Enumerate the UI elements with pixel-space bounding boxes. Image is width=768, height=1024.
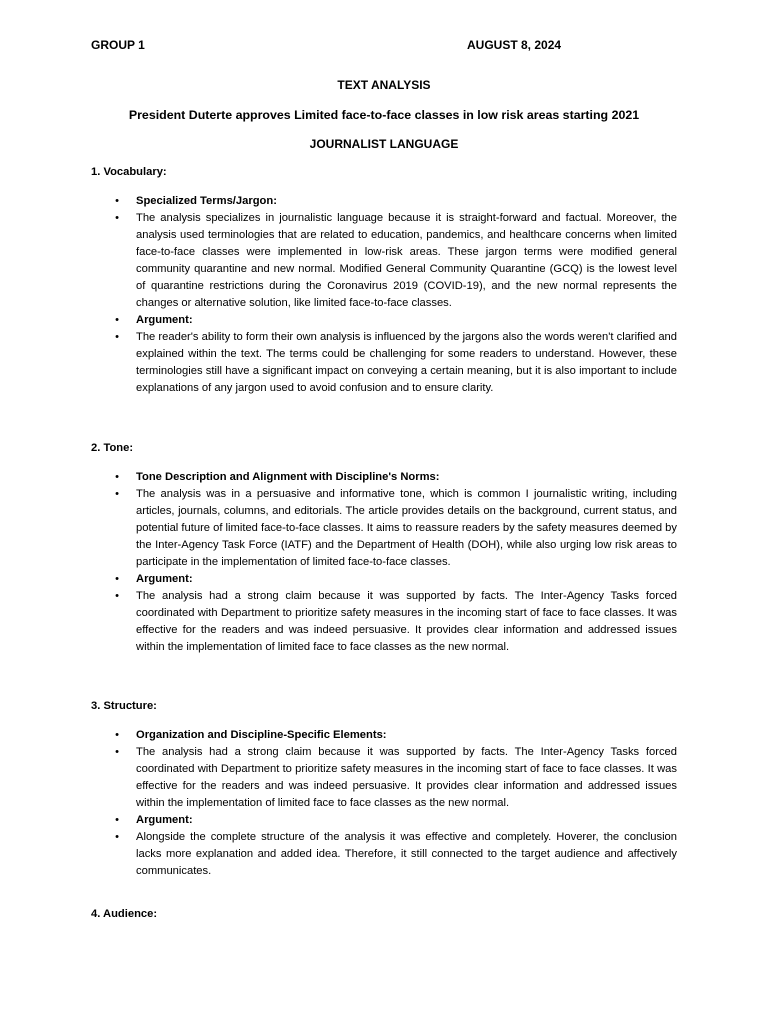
item-text: Alongside the complete structure of the analysis it was effective and completely. Hoverer, the conclusion lacks more explanation and added idea. Therefore, it still connected to the target audience and affectively communicates. bbox=[136, 831, 677, 877]
section-heading-structure: 3. Structure: bbox=[91, 700, 157, 712]
vocabulary-list bbox=[112, 193, 677, 397]
list-item bbox=[112, 588, 677, 656]
item-text: The analysis had a strong claim because it was supported by facts. The Inter-Agency Tasks forced coordinated with Department to prioritize safety measures in the incoming start of face to face classes. It was effective for the readers and was indeed persuasive. It provides clear information and addressed issues within the implementation of limited face to face classes as the new normal. bbox=[136, 746, 677, 809]
bullet-icon: • bbox=[115, 314, 119, 326]
item-text: The reader's ability to form their own analysis is influenced by the jargons also the words weren't clarified and explained within the text. The terms could be challenging for some readers to understand. However, these terminologies still have a significant impact on conveying a certain meaning, but it is also important to include explanations of any jargon used to avoid confusion and to ensure clarity. bbox=[136, 331, 677, 394]
list-item bbox=[112, 727, 677, 744]
document-title: TEXT ANALYSIS bbox=[337, 78, 431, 92]
date-label: AUGUST 8, 2024 bbox=[467, 38, 562, 52]
bullet-icon: • bbox=[115, 814, 119, 826]
bullet-icon: • bbox=[115, 590, 119, 602]
list-item bbox=[112, 829, 677, 880]
list-item bbox=[112, 329, 677, 397]
list-item bbox=[112, 486, 677, 571]
bullet-icon: • bbox=[115, 746, 119, 758]
list-item bbox=[112, 571, 677, 588]
bullet-icon: • bbox=[115, 212, 119, 224]
tone-list bbox=[112, 469, 677, 656]
list-item bbox=[112, 812, 677, 829]
bullet-icon: • bbox=[115, 573, 119, 585]
list-item bbox=[112, 312, 677, 329]
item-text: The analysis had a strong claim because it was supported by facts. The Inter-Agency Tasks forced coordinated with Department to prioritize safety measures in the incoming start of face to face classes. It was effective for the readers and was indeed persuasive. It provides clear information and addressed issues within the implementation of limited face to face classes as the new normal. bbox=[136, 590, 677, 653]
section-heading-tone: 2. Tone: bbox=[91, 442, 134, 454]
item-label: Organization and Discipline-Specific Elements: bbox=[136, 729, 387, 741]
bullet-icon: • bbox=[115, 729, 119, 741]
item-label: Argument: bbox=[136, 573, 193, 585]
item-text: The analysis specializes in journalistic language because it is straight-forward and factual. Moreover, the analysis used terminologies that are related to education, pandemics, and healthcare concerns when limited face-to-face classes were implemented in low-risk areas. These jargon terms were modified general community quarantine and new normal. Modified General Community Quarantine (GCQ) is the lowest level of quarantine restrictions during the Coronavirus 2019 (COVID-19), and the new normal represents the changes or alternative solution, like limited face-to-face classes. bbox=[136, 212, 677, 309]
item-label: Tone Description and Alignment with Discipline's Norms: bbox=[136, 471, 440, 483]
group-label: GROUP 1 bbox=[91, 38, 145, 52]
item-label: Argument: bbox=[136, 314, 193, 326]
bullet-icon: • bbox=[115, 195, 119, 207]
article-title: President Duterte approves Limited face-to-face classes in low risk areas starting 2021 bbox=[128, 108, 640, 122]
list-item bbox=[112, 210, 677, 312]
list-item bbox=[112, 469, 677, 486]
document-subtitle: JOURNALIST LANGUAGE bbox=[309, 137, 459, 151]
item-text: The analysis was in a persuasive and informative tone, which is common I journalistic writing, including articles, journals, columns, and editorials. The article provides details on the background, current status, and potential future of limited face-to-face classes. It aims to reassure readers by the safety measures deemed by the Inter-Agency Task Force (IATF) and the Department of Health (DOH), while also urging low risk areas to participate in the implementation of limited face-to-face classes. bbox=[136, 488, 677, 568]
item-label: Specialized Terms/Jargon: bbox=[136, 195, 277, 207]
bullet-icon: • bbox=[115, 831, 119, 843]
section-heading-audience: 4. Audience: bbox=[91, 908, 158, 920]
bullet-icon: • bbox=[115, 488, 119, 500]
structure-list bbox=[112, 727, 677, 880]
list-item bbox=[112, 193, 677, 210]
item-label: Argument: bbox=[136, 814, 193, 826]
bullet-icon: • bbox=[115, 471, 119, 483]
bullet-icon: • bbox=[115, 331, 119, 343]
list-item bbox=[112, 744, 677, 812]
section-heading-vocabulary: 1. Vocabulary: bbox=[91, 166, 167, 178]
